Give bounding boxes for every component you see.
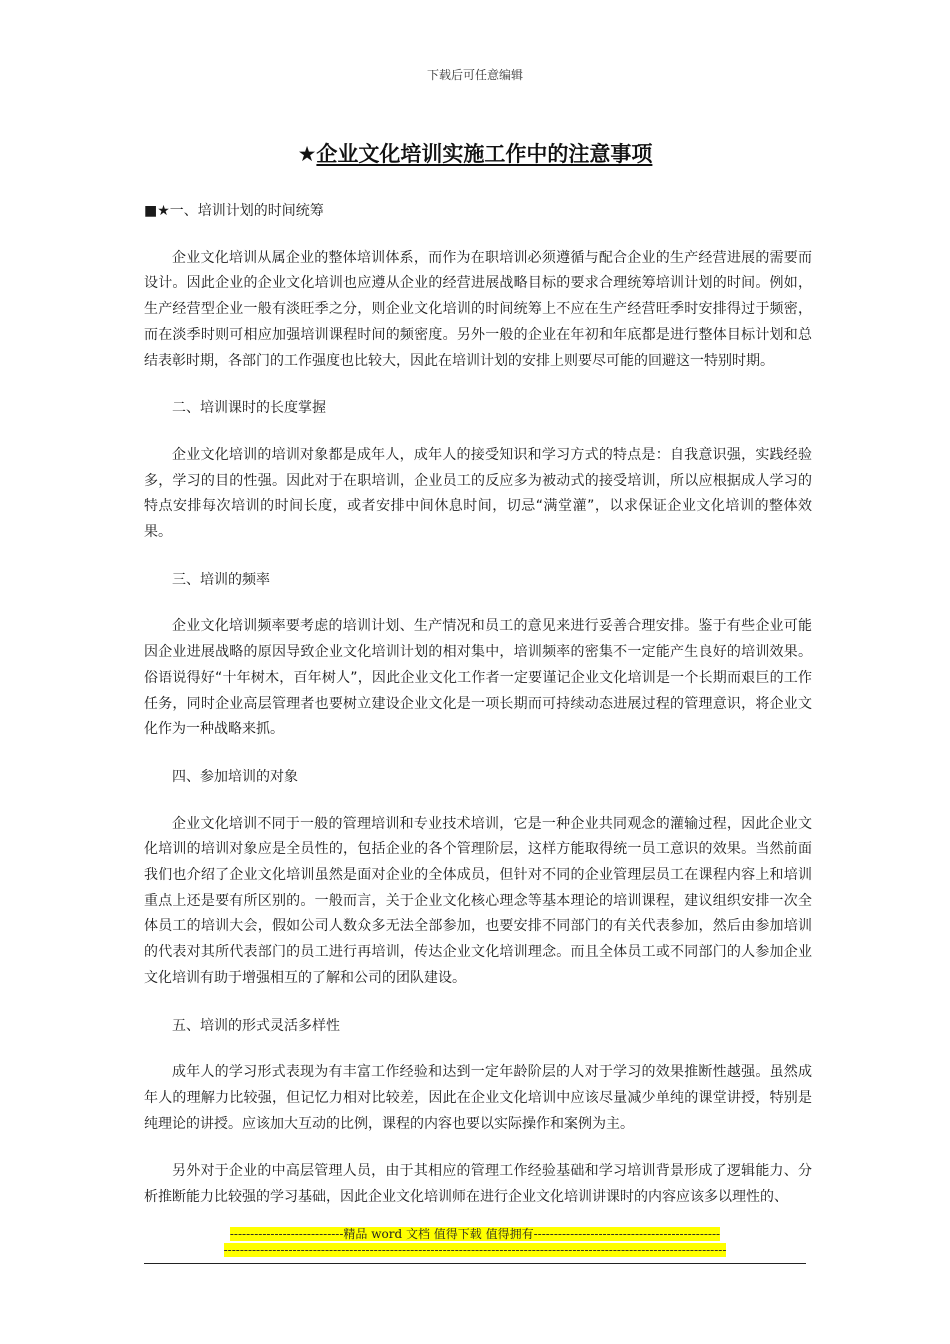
section-5-paragraph-2: 另外对于企业的中高层管理人员，由于其相应的管理工作经验基础和学习培训背景形成了逻辑能力、分析推断能力比较强的学习基础，因此企业文化培训师在进行企业文化培训讲课时的内容应该多以理性的、 <box>144 1163 812 1206</box>
section-3-paragraph-1: 企业文化培训频率要考虑的培训计划、生产情况和员工的意见来进行妥善合理安排。鉴于有些企业可能因企业进展战略的原因导致企业文化培训计划的相对集中，培训频率的密集不一定能产生良好的培训效果。俗语说得好“十年树木，百年树人”，因此企业文化工作者一定要谨记企业文化培训是一个长期而艰巨的工作任务，同时企业高层管理者也要树立建设企业文化是一项长期而可持续动态进展过程的管理意识，将企业文化作为一种战略来抓。 <box>144 618 812 738</box>
footer-banner <box>0 1226 950 1258</box>
section-4-paragraph-1: 企业文化培训不同于一般的管理培训和专业技术培训，它是一种企业共同观念的灌输过程，因此企业文化培训的培训对象应是全员性的，包括企业的各个管理阶层，这样方能取得统一员工意识的效果。当然前面我们也介绍了企业文化培训虽然是面对企业的全体成员，但针对不同的企业管理层员工在课程内容上和培训重点上还是要有所区别的。一般而言，关于企业文化核心理念等基本理论的培训课程，建议组织安排一次全体员工的培训大会，假如公司人数众多无法全部参加，也要安排不同部门的有关代表参加，然后由参加培训的代表对其所代表部门的员工进行再培训，传达企业文化培训理念。而且全体员工或不同部门的人参加企业文化培训有助于增强相互的了解和公司的团队建设。 <box>144 815 812 986</box>
star-icon: ★ <box>297 142 317 166</box>
document-title <box>0 138 950 168</box>
section-heading-3: 三、培训的频率 <box>172 571 270 588</box>
document-body <box>144 199 812 1211</box>
footer-banner-line-2: ---------------------------------------------------------------------------------------------------------------------------- <box>223 1243 727 1257</box>
section-heading-2: 二、培训课时的长度掌握 <box>172 400 326 417</box>
title-text: 企业文化培训实施工作中的注意事项 <box>316 142 653 166</box>
section-1-paragraph-1: 企业文化培训从属企业的整体培训体系，而作为在职培训必须遵循与配合企业的生产经营进展的需要而设计。因此企业的企业文化培训也应遵从企业的经营进展战略目标的要求合理统筹培训计划的时间。例如，生产经营型企业一般有淡旺季之分，则企业文化培训的时间统筹上不应在生产经营旺季时安排得过于频密，而在淡季时则可相应加强培训课程时间的频密度。另外一般的企业在年初和年底都是进行整体目标计划和总结表彰时期，各部门的工作强度也比较大，因此在培训计划的安排上则要尽可能的回避这一特别时期。 <box>144 249 812 369</box>
section-heading-1: ■★一、培训计划的时间统筹 <box>144 203 324 219</box>
footer-banner-line-1: ----------------------------精品 word 文档 值得下载 值得拥有---------------------------------------------- <box>229 1227 721 1241</box>
section-heading-4: 四、参加培训的对象 <box>172 768 298 785</box>
footer-divider <box>144 1263 806 1264</box>
section-heading-5: 五、培训的形式灵活多样性 <box>172 1017 340 1034</box>
header-note: 下载后可任意编辑 <box>426 68 523 82</box>
section-5-paragraph-1: 成年人的学习形式表现为有丰富工作经验和达到一定年龄阶层的人对于学习的效果推断性越强。虽然成年人的理解力比较强，但记忆力相对比较差，因此在企业文化培训中应该尽量减少单纯的课堂讲授，特别是纯理论的讲授。应该加大互动的比例，课程的内容也要以实际操作和案例为主。 <box>144 1064 812 1132</box>
section-2-paragraph-1: 企业文化培训的培训对象都是成年人，成年人的接受知识和学习方式的特点是：自我意识强，实践经验多，学习的目的性强。因此对于在职培训，企业员工的反应多为被动式的接受培训，所以应根据成人学习的特点安排每次培训的时间长度，或者安排中间休息时间，切忌“满堂灌”，以求保证企业文化培训的整体效果。 <box>144 446 812 541</box>
